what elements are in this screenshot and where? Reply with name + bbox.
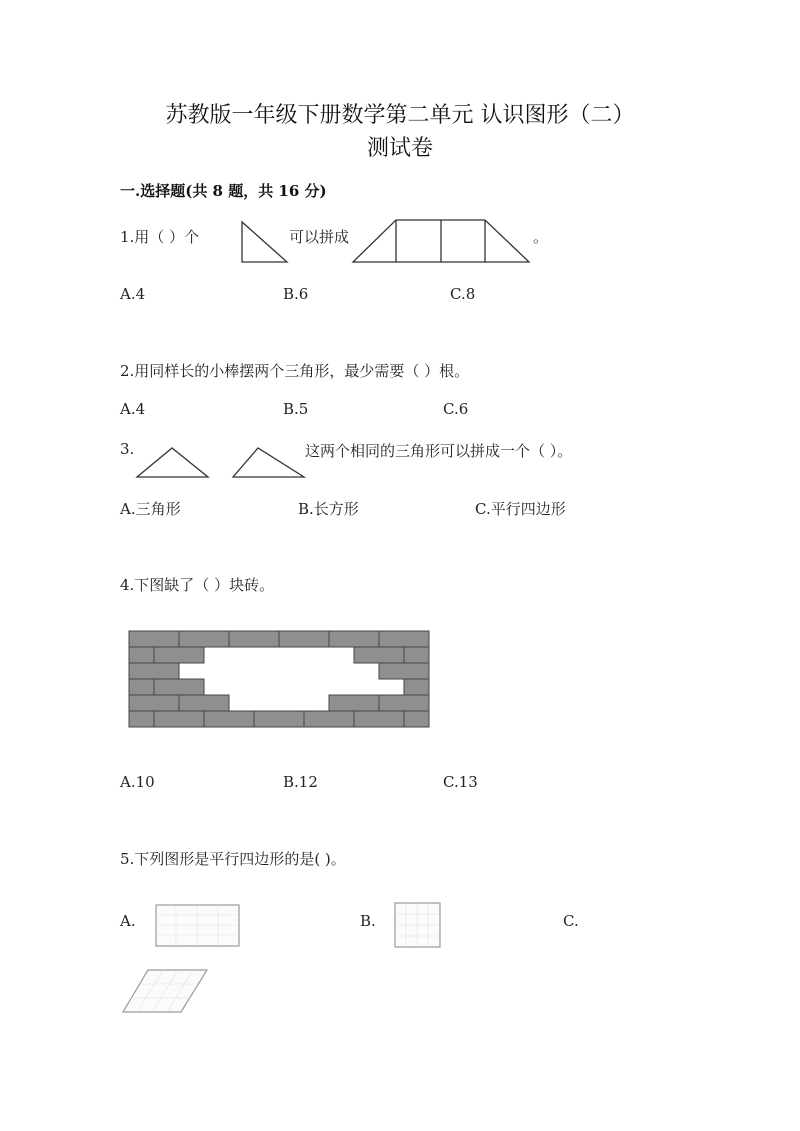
q3-option-a[interactable]: A.三角形	[120, 500, 181, 518]
q4-option-c[interactable]: C.13	[443, 773, 478, 791]
q3-triangle-figure-1	[136, 447, 210, 479]
q3-option-b[interactable]: B.长方形	[298, 500, 359, 518]
q5-parallelogram-figure	[122, 969, 210, 1015]
q5-option-b[interactable]: B.	[360, 912, 376, 930]
q3-option-c[interactable]: C.平行四边形	[475, 500, 566, 518]
section-header: 一.选择题(共 8 题，共 16 分)	[120, 182, 327, 200]
q4-option-a[interactable]: A.10	[120, 773, 155, 791]
q3-text: 这两个相同的三角形可以拼成一个（ ）。	[305, 442, 573, 460]
q2-option-c[interactable]: C.6	[443, 400, 469, 418]
q1-trapezoid-figure	[352, 219, 532, 263]
q1-option-b[interactable]: B.6	[283, 285, 309, 303]
q5-square-figure	[394, 902, 442, 948]
q2-text: 2.用同样长的小棒摆两个三角形，最少需要（ ）根。	[120, 362, 470, 380]
q1-prefix: 1.用（ ）个	[120, 228, 200, 246]
q2-option-a[interactable]: A.4	[120, 400, 146, 418]
q1-suffix: 。	[533, 228, 549, 246]
q1-right-triangle-figure	[241, 221, 289, 263]
q1-middle: 可以拼成	[289, 228, 350, 246]
page-title: 苏教版一年级下册数学第二单元 认识图形（二）	[165, 103, 635, 128]
q5-option-a[interactable]: A.	[120, 912, 136, 930]
q4-brick-wall-figure	[128, 630, 430, 728]
q5-option-c[interactable]: C.	[563, 912, 579, 930]
page-subtitle: 测试卷	[366, 136, 433, 161]
q4-option-b[interactable]: B.12	[283, 773, 318, 791]
q2-option-b[interactable]: B.5	[283, 400, 309, 418]
q3-number: 3.	[120, 440, 135, 458]
q1-option-c[interactable]: C.8	[450, 285, 476, 303]
q5-rectangle-figure	[155, 904, 241, 948]
q1-option-a[interactable]: A.4	[120, 285, 146, 303]
q5-text: 5.下列图形是平行四边形的是( )。	[120, 850, 346, 868]
q4-text: 4.下图缺了（ ）块砖。	[120, 576, 275, 594]
q3-triangle-figure-2	[232, 447, 306, 479]
